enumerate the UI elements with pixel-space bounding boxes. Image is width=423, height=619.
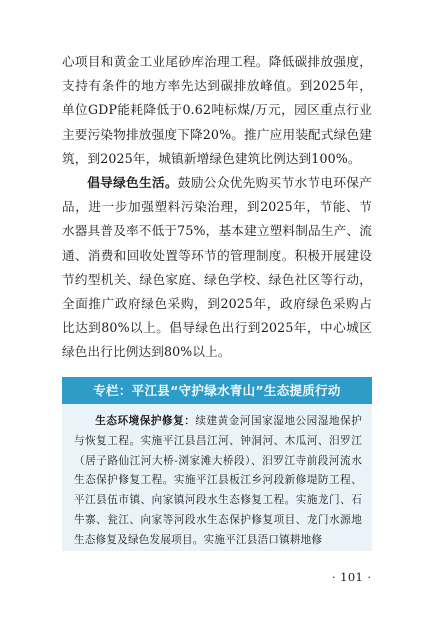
column-box-lead: 生态环境保护修复： xyxy=(95,415,196,427)
paragraph-1: 心项目和黄金工业尾砂库治理工程。降低碳排放强度，支持有条件的地方率先达到碳排放峰值。到2025年，单位GDP能耗降低于0.62吨标煤/万元，园区重点行业主要污染物排放强度下降20%。推广应用装配式绿色建筑，到2025年，城镇新增绿色建筑比例达到100%。 xyxy=(62,54,372,166)
column-box-title: 专栏：平江县“守护绿水青山”生态提质行动 xyxy=(62,377,372,404)
column-box-body xyxy=(62,404,372,551)
page-number: · 101 · xyxy=(332,570,372,584)
paragraph-2-lead: 倡导绿色生活。 xyxy=(87,175,178,191)
column-box xyxy=(62,377,372,551)
paragraph-2 xyxy=(62,171,372,365)
paragraph-2-text: 鼓励公众优先购买节水节电环保产品，进一步加强塑料污染治理，到2025年，节能、节水器具普及率不低于75%，基本建立塑料制品生产、流通、消费和回收处置等环节的管理制度。积极开展建设节约型机关、绿色家庭、绿色学校、绿色社区等行动，全面推广政府绿色采购，到2025年，政府绿色采购占比达到80%以上。倡导绿色出行到2025年，中心城区绿色出行比例达到80%以上。 xyxy=(62,175,372,360)
column-box-paragraph xyxy=(74,412,362,551)
column-box-text: 续建黄金河国家湿地公园湿地保护与恢复工程。实施平江县昌江河、钟洞河、木瓜河、汨罗江（居子路仙江河大桥-浏家滩大桥段）、汨罗江寺前段河流水生态保护修复工程。实施平江县板江乡河段新修堤防工程、平江县伍市镇、向家镇河段水生态修复工程。实施龙门、石牛寨、瓮江、向家等河段水生态保护修复项目、龙门水源地生态修复及绿色发展项目。实施平江县浯口镇耕地修 xyxy=(74,415,362,546)
main-text xyxy=(62,50,372,365)
